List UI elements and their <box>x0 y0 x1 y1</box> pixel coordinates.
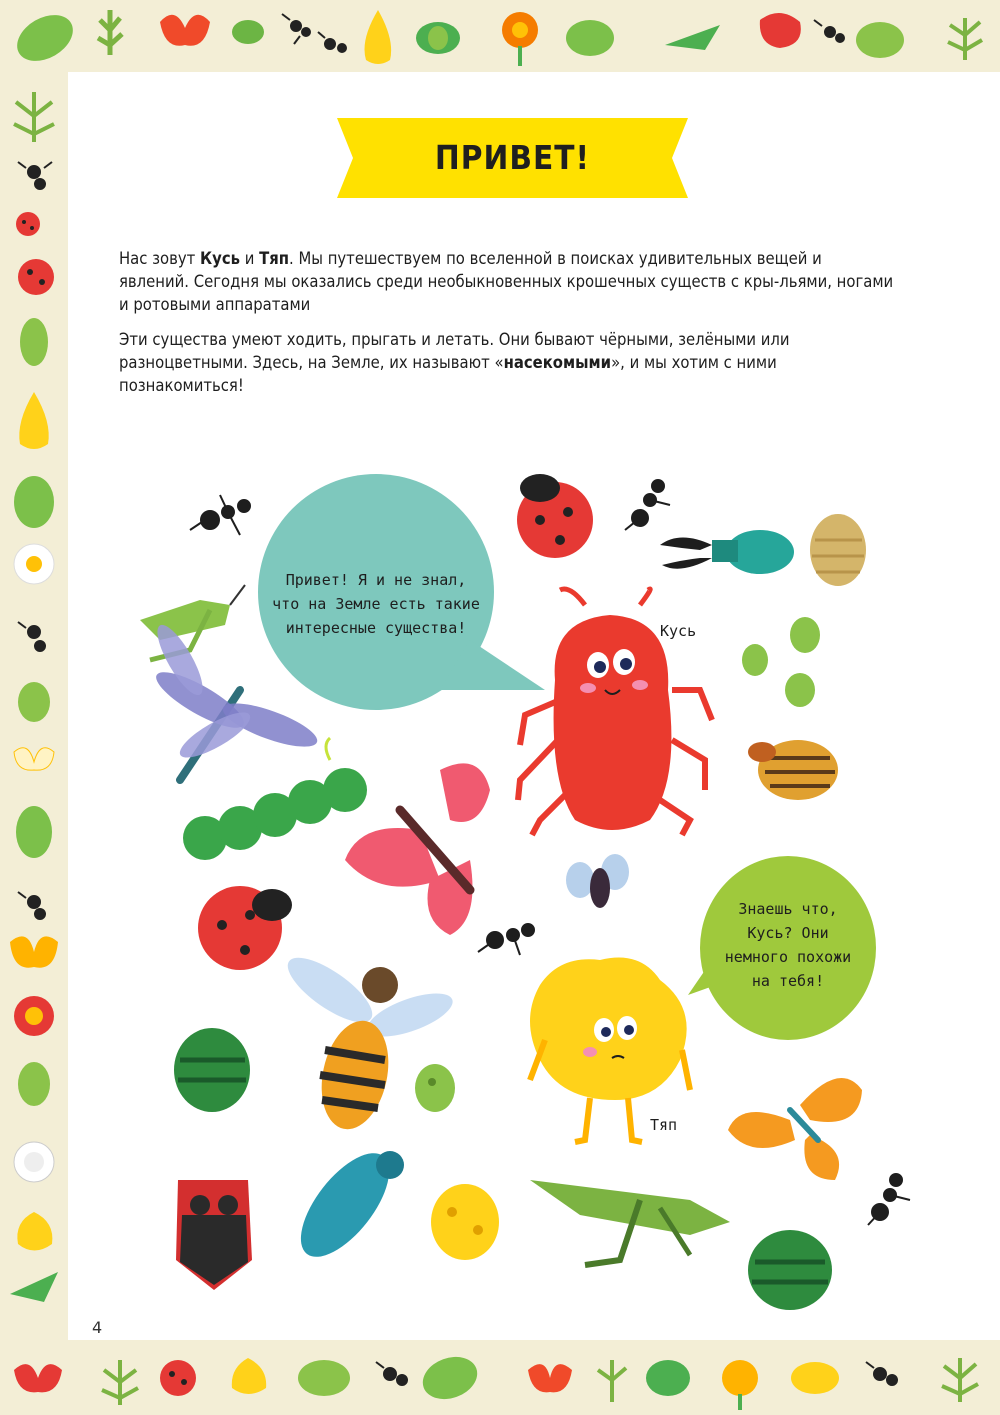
kus-label: Кусь <box>660 622 697 640</box>
small-green-beetle <box>415 1064 455 1112</box>
text-run: », и мы хотим с ними познакомиться! <box>119 353 777 395</box>
bold-term: Тяп <box>259 249 290 268</box>
larva <box>810 514 866 586</box>
ant-3 <box>478 924 534 955</box>
ladybug-top <box>517 474 593 558</box>
kus-speech-text: Привет! Я и не знал, что на Земле есть такие интересные существа! <box>272 571 480 637</box>
orange-butterfly <box>728 1078 862 1180</box>
bold-term: насекомыми <box>503 353 612 372</box>
ladybug-middle <box>198 886 292 970</box>
grasshopper-bottom <box>530 1180 730 1265</box>
page-number: 4 <box>92 1318 103 1337</box>
text-run: и <box>240 249 260 268</box>
aphids <box>742 617 820 707</box>
ant-4 <box>868 1174 910 1225</box>
tyap-label: Тяп <box>650 1116 678 1134</box>
page-title: ПРИВЕТ! <box>434 138 591 177</box>
tyap-speech-text: Знаешь что, Кусь? Они немного похожи на тебя! <box>724 900 852 990</box>
colorado-beetle <box>748 740 838 800</box>
grasshopper-top <box>140 585 245 660</box>
stag-beetle <box>660 530 794 574</box>
tyap-character <box>530 958 690 1143</box>
green-beetle-left <box>174 1028 250 1112</box>
text-run: Эти существа умеют ходить, прыгать и летать. Они бывают чёрными, зелёными или разноцветными. Здесь, на Земле, их называют « <box>119 330 790 372</box>
text-run: Нас зовут <box>119 249 201 268</box>
firebug <box>176 1180 252 1290</box>
caterpillar <box>183 738 367 860</box>
bottom-border-strip <box>0 1340 1000 1415</box>
yellow-beetle <box>431 1184 499 1260</box>
blue-beetle <box>285 1139 405 1271</box>
ant-2 <box>625 480 670 530</box>
text-run: . Мы путешествуем по вселенной в поисках удивительных вещей и явлений. Сегодня мы оказались среди необыкновенных крошечных существ с кры-льями, ногами и ротовыми аппаратами <box>119 249 894 314</box>
ant-1 <box>190 495 250 535</box>
green-beetle-right <box>748 1230 832 1310</box>
fly <box>566 854 629 908</box>
bold-term: Кусь <box>200 249 241 268</box>
